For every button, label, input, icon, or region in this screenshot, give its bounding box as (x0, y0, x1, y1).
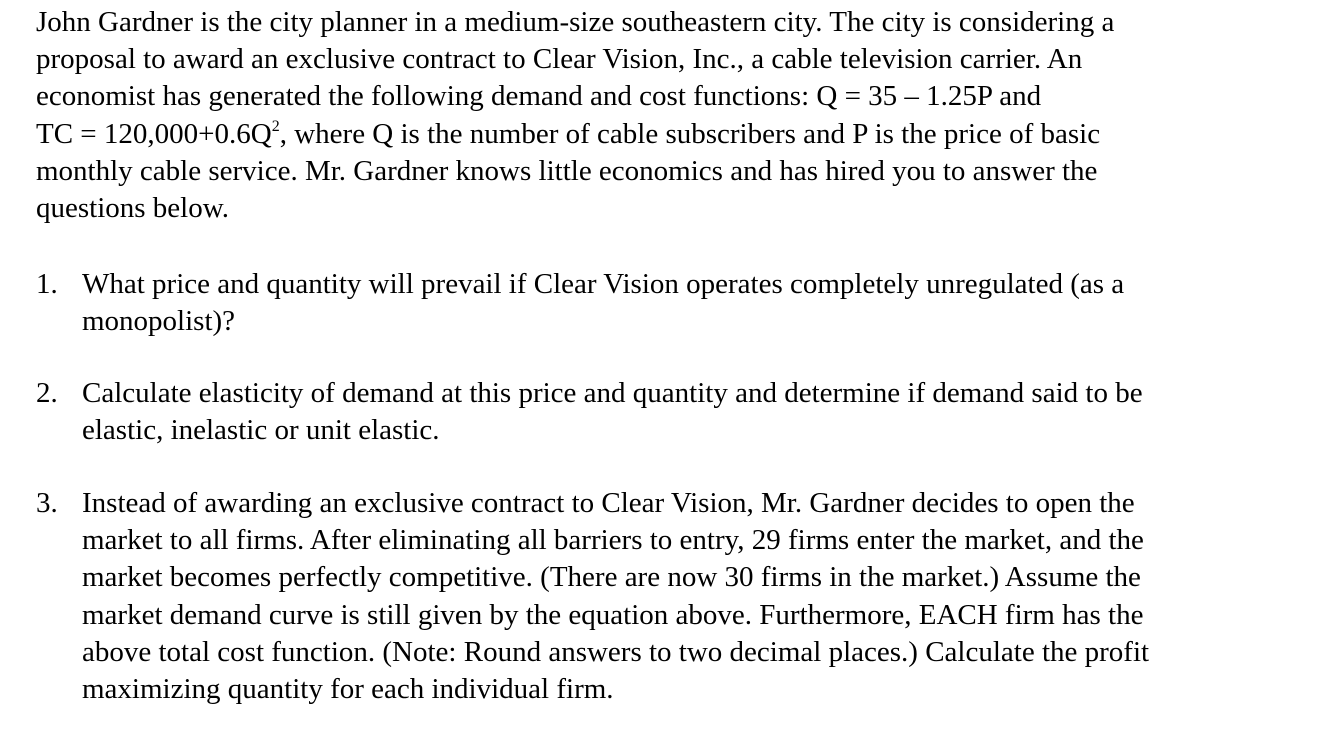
question-number: 1. (36, 268, 58, 300)
intro-paragraph (36, 4, 1296, 227)
question-line: maximizing quantity for each individual firm. (82, 673, 614, 706)
cost-function-continuation: , where Q is the number of cable subscribers and P is the price of basic (279, 117, 1101, 150)
question-line: elastic, inelastic or unit elastic. (82, 414, 440, 447)
intro-line: monthly cable service. Mr. Gardner knows little economics and has hired you to answer the (36, 154, 1098, 187)
question-line: What price and quantity will prevail if Clear Vision operates completely unregulated (as a (82, 268, 1125, 300)
cost-function-text: TC = 120,000+0.6Q (36, 117, 272, 150)
intro-line: John Gardner is the city planner in a medium-size southeastern city. The city is considering a (36, 6, 1115, 38)
question-line: monopolist)? (82, 305, 236, 338)
question-line: market becomes perfectly competitive. (There are now 30 firms in the market.) Assume the (82, 561, 1141, 594)
question-1 (36, 266, 1296, 340)
intro-line-cost-function (36, 116, 1296, 153)
exponent: 2 (271, 117, 280, 135)
question-line: Instead of awarding an exclusive contract to Clear Vision, Mr. Gardner decides to open the (82, 487, 1135, 519)
intro-line: proposal to award an exclusive contract to Clear Vision, Inc., a cable television carrier. An (36, 43, 1083, 76)
question-line: Calculate elasticity of demand at this price and quantity and determine if demand said to be (82, 377, 1143, 409)
question-line: market to all firms. After eliminating all barriers to entry, 29 firms enter the market, and the (82, 524, 1144, 557)
question-number: 2. (36, 377, 58, 409)
intro-line: questions below. (36, 192, 230, 225)
question-2 (36, 375, 1296, 449)
question-line: above total cost function. (Note: Round answers to two decimal places.) Calculate the profit (82, 635, 1150, 668)
question-3 (36, 485, 1296, 708)
question-number: 3. (36, 487, 58, 519)
question-line: market demand curve is still given by the equation above. Furthermore, EACH firm has the (82, 598, 1144, 631)
intro-line: economist has generated the following demand and cost functions: Q = 35 – 1.25P and (36, 80, 1042, 113)
